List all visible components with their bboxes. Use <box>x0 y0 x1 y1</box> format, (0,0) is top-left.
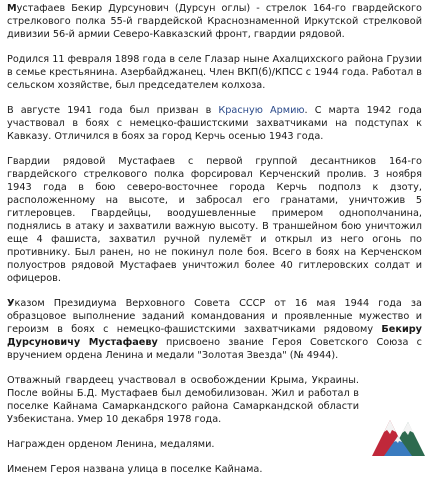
postwar-paragraph: Отважный гвардеец участвовал в освобождении Крыма, Украины. После войны Б.Д. Мустафаев был демобилизован. Жил и работал в поселке Кайнама Самаркандского района Самаркандской области Узбекистана. Умер 10 декабря 1978 года. <box>7 375 359 425</box>
service-text-start: В августе 1941 года был призван в <box>7 105 219 116</box>
award-text-start: казом Президиума Верховного Совета СССР от 16 мая 1944 года за образцовое выполнение заданий командования и проявленные мужество и героизм в боях с немецко-фашистскими захватчиками рядовому <box>7 298 422 335</box>
birth-paragraph: Родился 11 февраля 1898 года в селе Глазар ныне Ахалцихского района Грузии в семье крестьянина. Азербайджанец. Член ВКП(б)/КПСС с 1944 года. Работал в сельском хозяйстве, был председателем колхоза. <box>7 54 422 91</box>
awards-paragraph: Награжден орденом Ленина, медалями. <box>7 439 215 450</box>
drop-letter: У <box>7 298 15 309</box>
hero-name: Бекиру Дурсуновичу Мустафаеву <box>7 324 422 348</box>
service-text-end: . С марта 1942 года участвовал в боях с немецко-фашистскими захватчиками на подступах к Кавказу. Отличился в боях за город Керчь осенью 1943 года. <box>7 105 422 142</box>
mountain-emblem-icon <box>370 410 426 460</box>
red-army-link[interactable]: Красную Армию <box>218 105 305 116</box>
service-paragraph <box>7 104 422 143</box>
battle-paragraph: Гвардии рядовой Мустафаев с первой группой десантников 164-го гвардейского стрелкового полка форсировал Керченский пролив. 3 ноября 1943 года в бою северо-восточнее города Керчь подполз к дзоту, расположенному на высоте, и забросал его гранатами, уничтожив 5 гитлеровцев. Гвардейцы, воодушевленные примером однополчанина, поднялись в атаку и захватили важную высоту. В траншейном бою уничтожил еще 4 фашиста, захватил ручной пулемёт и открыл из него огонь по противнику. Был ранен, но не покинул поле боя. Всего в боях на Керченском полуостров рядовой Мустафаев уничтожил более 40 гитлеровских солдат и офицеров. <box>7 156 422 284</box>
intro-paragraph <box>7 2 422 41</box>
article-body <box>7 0 422 488</box>
intro-text: устафаев Бекир Дурсунович (Дурсун оглы) - стрелок 164-го гвардейского стрелкового полка 55-й гвардейской Краснознаменной Иркутской стрелковой дивизии 56-й армии Северо-Кавказский фронт, гвардии рядовой. <box>7 3 422 40</box>
street-paragraph: Именем Героя названа улица в поселке Кайнама. <box>7 464 263 475</box>
award-text-end: присвоено звание Героя Советского Союза с вручением ордена Ленина и медали "Золотая Звезда" (№ 4944). <box>7 337 422 361</box>
drop-letter: М <box>7 3 17 14</box>
award-paragraph <box>7 297 422 362</box>
